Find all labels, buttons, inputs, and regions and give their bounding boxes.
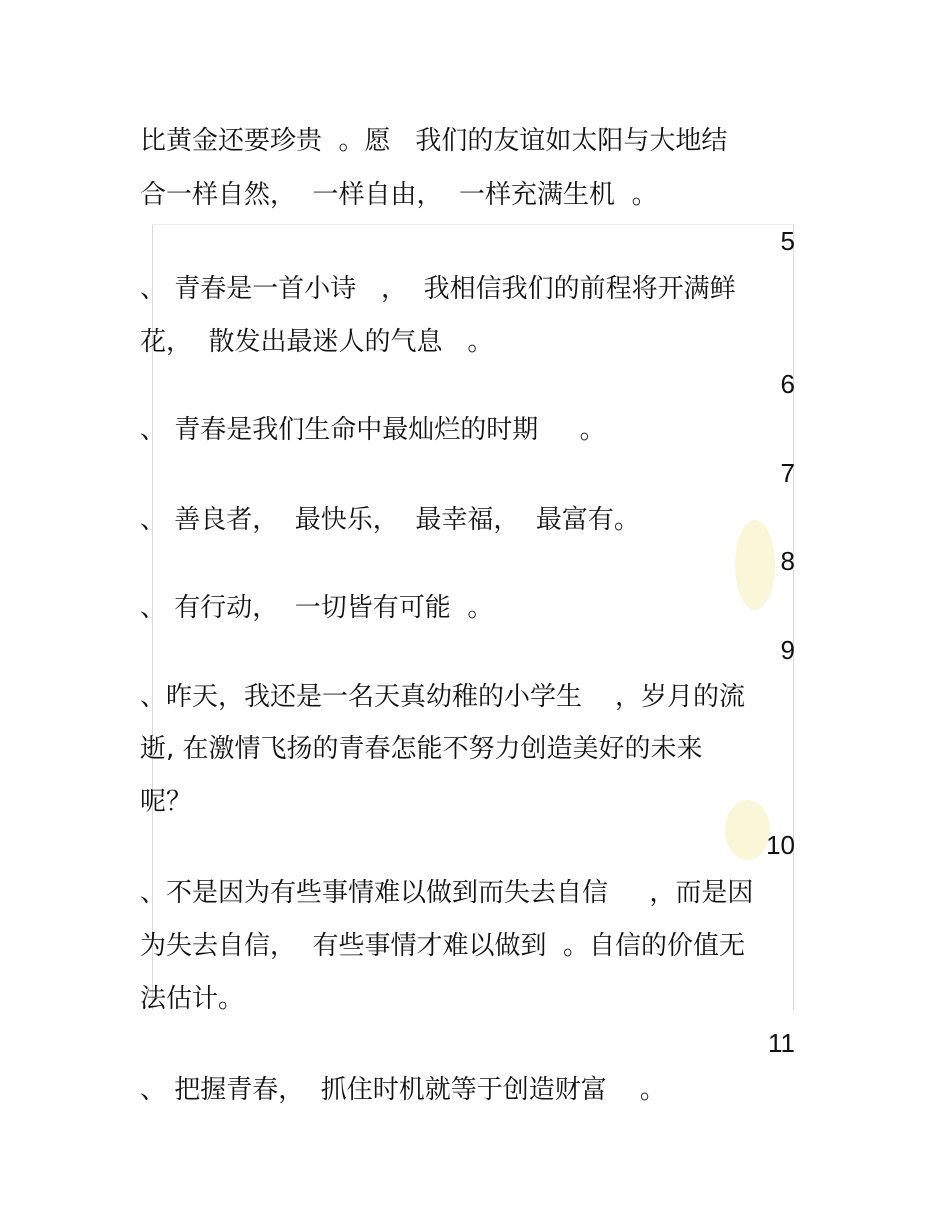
item-line: 、 善良者， 最快乐， 最幸福， 最富有。 xyxy=(140,505,640,535)
item-line: 呢？ xyxy=(140,787,193,817)
item-line: 、 把握青春， 抓住时机就等于创造财富 。 xyxy=(140,1075,666,1105)
item-number: 8 xyxy=(780,546,795,576)
item-line: 为失去自信， 有些事情才难以做到 。自信的价值无 xyxy=(140,931,746,961)
item-line: 花， 散发出最迷人的气息 。 xyxy=(140,327,494,357)
item-number: 11 xyxy=(768,1028,795,1058)
item-number: 7 xyxy=(780,458,795,488)
intro-line: 合一样自然， 一样自由， 一样充满生机 。 xyxy=(140,180,658,210)
item-number: 10 xyxy=(766,830,795,860)
item-line: 、昨天，我还是一名天真幼稚的小学生 ，岁月的流 xyxy=(140,682,746,712)
item-line: 、 青春是一首小诗 ， 我相信我们的前程将开满鲜 xyxy=(140,274,736,304)
item-line: 、 青春是我们生命中最灿烂的时期 。 xyxy=(140,415,606,445)
item-line: 法估计。 xyxy=(140,984,245,1014)
item-line: 、 有行动， 一切皆有可能 。 xyxy=(140,593,494,623)
item-number: 6 xyxy=(780,369,795,399)
item-number: 5 xyxy=(780,226,795,256)
intro-line: 比黄金还要珍贵 。愿 我们的友谊如太阳与大地结 xyxy=(140,126,728,156)
item-line: 、不是因为有些事情难以做到而失去自信 ，而是因 xyxy=(140,878,754,908)
item-line: 逝, 在激情飞扬的青春怎能不努力创造美好的未来 xyxy=(140,734,703,764)
item-number: 9 xyxy=(780,635,795,665)
